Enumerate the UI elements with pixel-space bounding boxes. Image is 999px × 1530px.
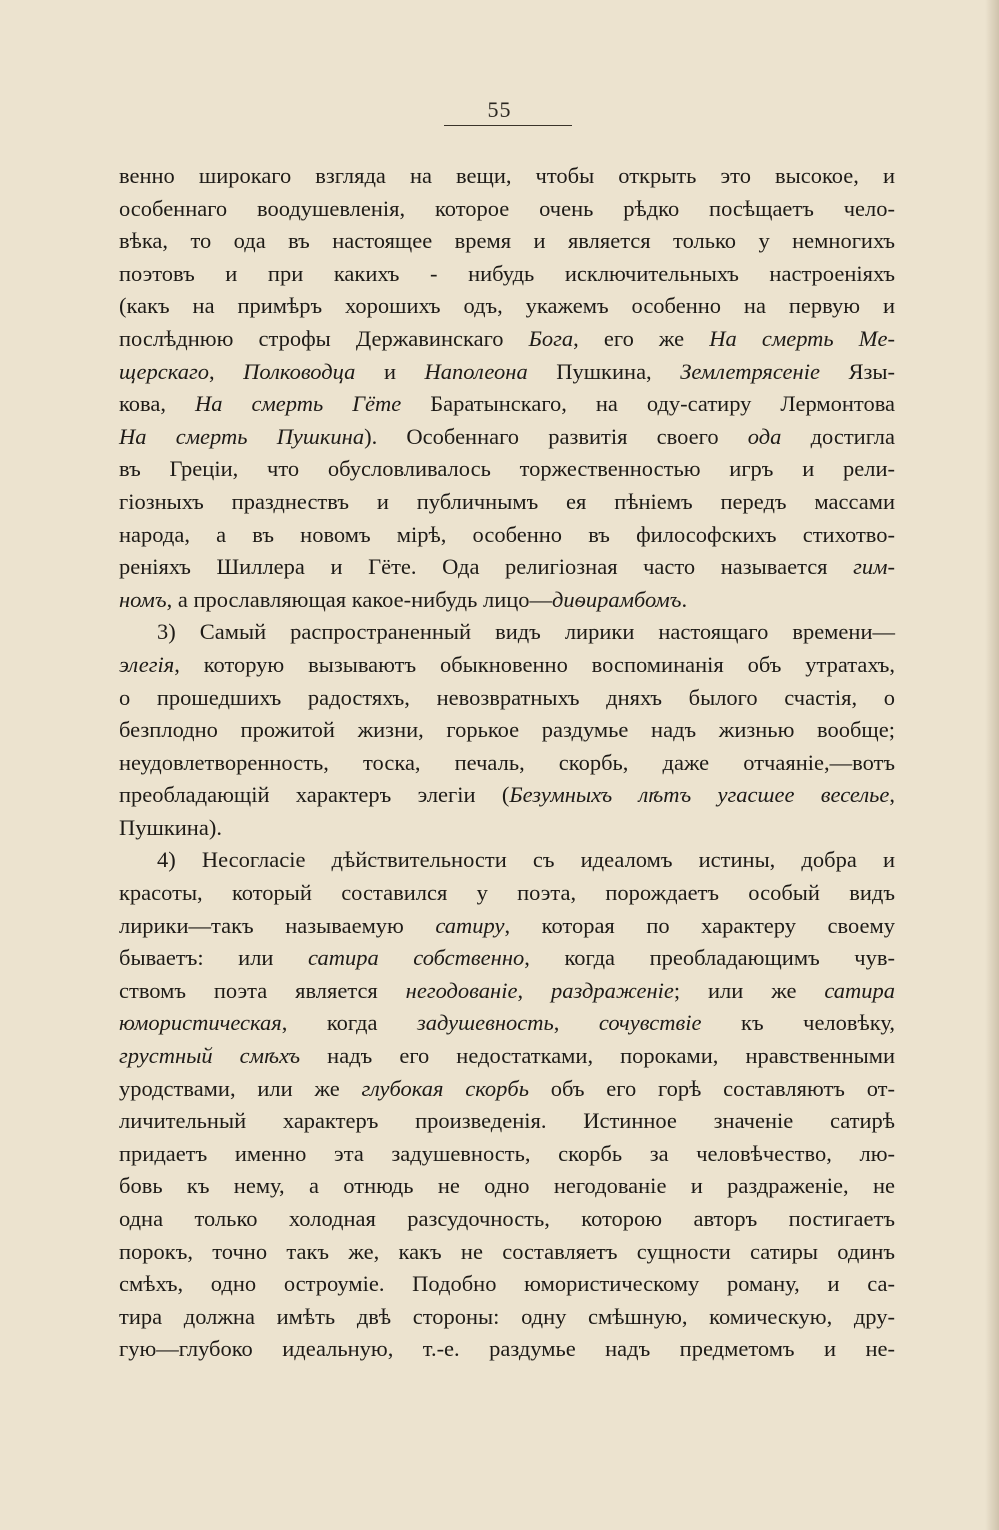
text-segment: уродствами, или же — [119, 1075, 362, 1101]
text-segment: 4) Несогласіе дѣйствительности съ идеаломъ истины, добра и — [157, 847, 895, 873]
text-line — [119, 1333, 895, 1366]
text-segment: въ Греціи, что обусловливалось торжественностью игръ и рели- — [119, 456, 895, 482]
italic-text: грустный смѣхъ — [119, 1043, 301, 1069]
italic-text: сатира — [824, 977, 896, 1003]
text-segment: ). Особеннаго развитія своего — [364, 423, 748, 449]
text-segment: бываетъ: или — [119, 945, 309, 971]
text-segment: , когда — [281, 1010, 417, 1036]
italic-text: Землетрясеніе — [680, 358, 820, 384]
text-line — [119, 844, 895, 877]
text-segment: бовь къ нему, а отнюдь не одно негодованіе и раздраженіе, не — [119, 1173, 895, 1199]
text-line — [119, 1040, 895, 1073]
text-line — [119, 714, 895, 747]
italic-text: номъ — [119, 586, 167, 612]
text-segment: 3) Самый распространенный видъ лирики настоящаго времени— — [157, 619, 895, 645]
italic-text: глубокая скорбь — [361, 1075, 529, 1101]
text-segment: Баратынскаго, на оду-сатиру Лермонтова — [401, 391, 896, 417]
italic-text: Безумныхъ лѣтъ угасшее веселье — [509, 782, 890, 808]
text-segment: реніяхъ Шиллера и Гёте. Ода религіозная часто называется — [119, 554, 854, 580]
body-text — [119, 160, 895, 1366]
text-segment: о прошедшихъ радостяхъ, невозвратныхъ дняхъ былого счастія, о — [119, 684, 895, 710]
text-line — [119, 877, 895, 910]
italic-text: ода — [747, 423, 782, 449]
italic-text: щерскаго — [119, 358, 210, 384]
text-line — [119, 388, 895, 421]
text-segment: , которую вызываютъ обыкновенно воспоминанія объ утратахъ, — [174, 651, 895, 677]
italic-text: Полководца — [243, 358, 356, 384]
text-segment: , которая по характеру своему — [504, 912, 895, 938]
text-line — [119, 1268, 895, 1301]
text-line — [119, 1301, 895, 1334]
text-segment: надъ его недостатками, пороками, нравственными — [300, 1043, 896, 1069]
italic-text: сатиру — [435, 912, 505, 938]
text-segment: , — [553, 1010, 599, 1036]
text-segment: ; или же — [673, 977, 825, 1003]
text-line — [119, 193, 895, 226]
text-line — [119, 160, 895, 193]
italic-text: раздраженіе — [550, 977, 674, 1003]
text-segment: достигла — [781, 423, 896, 449]
italic-text: гим- — [853, 554, 895, 580]
text-segment: безплодно прожитой жизни, горькое раздумье надъ жизнью вообще; — [119, 717, 895, 743]
italic-text: юмористическая — [119, 1010, 282, 1036]
text-segment: преобладающій характеръ элегіи ( — [119, 782, 510, 808]
text-line — [119, 1236, 895, 1269]
text-segment: . — [681, 586, 688, 612]
text-line — [119, 1203, 895, 1236]
italic-text: сатира собственно — [308, 945, 525, 971]
text-line — [119, 975, 895, 1008]
italic-text: задушевность — [417, 1010, 554, 1036]
text-line — [119, 1007, 895, 1040]
page-number: 55 — [487, 97, 512, 122]
text-segment: , когда преобладающимъ чув- — [524, 945, 895, 971]
text-segment: придаетъ именно эта задушевность, скорбь за человѣчество, лю- — [119, 1140, 895, 1166]
text-line — [119, 812, 895, 845]
text-segment: гіозныхъ празднествъ и публичнымъ ея пѣніемъ передъ массами — [119, 488, 895, 514]
italic-text: Бога — [528, 325, 574, 351]
text-line — [119, 1138, 895, 1171]
italic-text: На смерть Гёте — [194, 391, 402, 417]
italic-text: На смерть Пушкина — [119, 423, 365, 449]
text-segment: къ человѣку, — [701, 1010, 895, 1036]
text-segment: , — [889, 782, 895, 808]
italic-text: диѳирамбомъ — [552, 586, 682, 612]
text-line — [119, 486, 895, 519]
italic-text: элегія — [119, 651, 175, 677]
text-line — [119, 616, 895, 649]
text-line — [119, 225, 895, 258]
italic-text: На смерть Me- — [709, 325, 896, 351]
text-segment: , — [517, 977, 551, 1003]
text-segment: Пушкина). — [119, 814, 222, 840]
text-segment: послѣднюю строфы Державинскаго — [119, 325, 529, 351]
text-segment: объ его горѣ составляютъ от- — [528, 1075, 896, 1101]
text-line — [119, 323, 895, 356]
text-segment: народа, а въ новомъ мірѣ, особенно въ философскихъ стихотво- — [119, 521, 895, 547]
text-segment: красоты, который составился у поэта, порождаетъ особый видъ — [119, 880, 895, 906]
text-segment: венно широкаго взгляда на вещи, чтобы открыть это высокое, и — [119, 163, 895, 188]
text-line — [119, 649, 895, 682]
text-segment: кова, — [119, 391, 195, 417]
text-segment: вѣка, то ода въ настоящее время и является только у немногихъ — [119, 228, 895, 254]
text-segment: (какъ на примѣръ хорошихъ одъ, укажемъ особенно на первую и — [119, 293, 895, 319]
text-line — [119, 519, 895, 552]
text-segment: , — [209, 358, 244, 384]
text-segment: , а прославляющая какое-нибудь лицо— — [166, 586, 553, 612]
text-segment: гую—глубоко идеальную, т.-е. раздумье надъ предметомъ и не- — [119, 1336, 895, 1362]
text-line — [119, 421, 895, 454]
text-line — [119, 453, 895, 486]
italic-text: Наполеона — [424, 358, 528, 384]
text-line — [119, 551, 895, 584]
text-segment: особеннаго воодушевленія, которое очень рѣдко посѣщаетъ чело- — [119, 195, 895, 221]
header-rule — [444, 125, 572, 126]
text-segment: лирики—такъ называемую — [119, 912, 436, 938]
text-segment: Язы- — [819, 358, 895, 384]
text-segment: поэтовъ и при какихъ - нибудь исключительныхъ настроеніяхъ — [119, 260, 895, 286]
text-line — [119, 1170, 895, 1203]
italic-text: негодованіе — [405, 977, 518, 1003]
text-line — [119, 356, 895, 389]
text-segment: , его же — [573, 325, 710, 351]
page-edge-shadow — [985, 0, 999, 1530]
text-line — [119, 682, 895, 715]
text-line — [119, 747, 895, 780]
text-segment: Пушкина, — [527, 358, 681, 384]
text-segment: личительный характеръ произведенія. Истинное значеніе сатирѣ — [119, 1108, 895, 1134]
text-line — [119, 584, 895, 617]
text-segment: и — [355, 358, 425, 384]
text-line — [119, 1073, 895, 1106]
text-line — [119, 779, 895, 812]
text-segment: порокъ, точно такъ же, какъ не составляетъ сущности сатиры одинъ — [119, 1238, 895, 1264]
text-segment: тира должна имѣть двѣ стороны: одну смѣшную, комическую, дру- — [119, 1303, 895, 1329]
text-line — [119, 290, 895, 323]
text-segment: смѣхъ, одно остроуміе. Подобно юмористическому роману, и са- — [119, 1271, 895, 1297]
text-line — [119, 1105, 895, 1138]
text-line — [119, 910, 895, 943]
text-segment: неудовлетворенность, тоска, печаль, скорбь, даже отчаяніе,—вотъ — [119, 749, 895, 775]
text-segment: ствомъ поэта является — [119, 977, 406, 1003]
italic-text: сочувствіе — [598, 1010, 702, 1036]
text-line — [119, 942, 895, 975]
text-line — [119, 258, 895, 291]
text-segment: одна только холодная разсудочность, которою авторъ постигаетъ — [119, 1206, 895, 1231]
